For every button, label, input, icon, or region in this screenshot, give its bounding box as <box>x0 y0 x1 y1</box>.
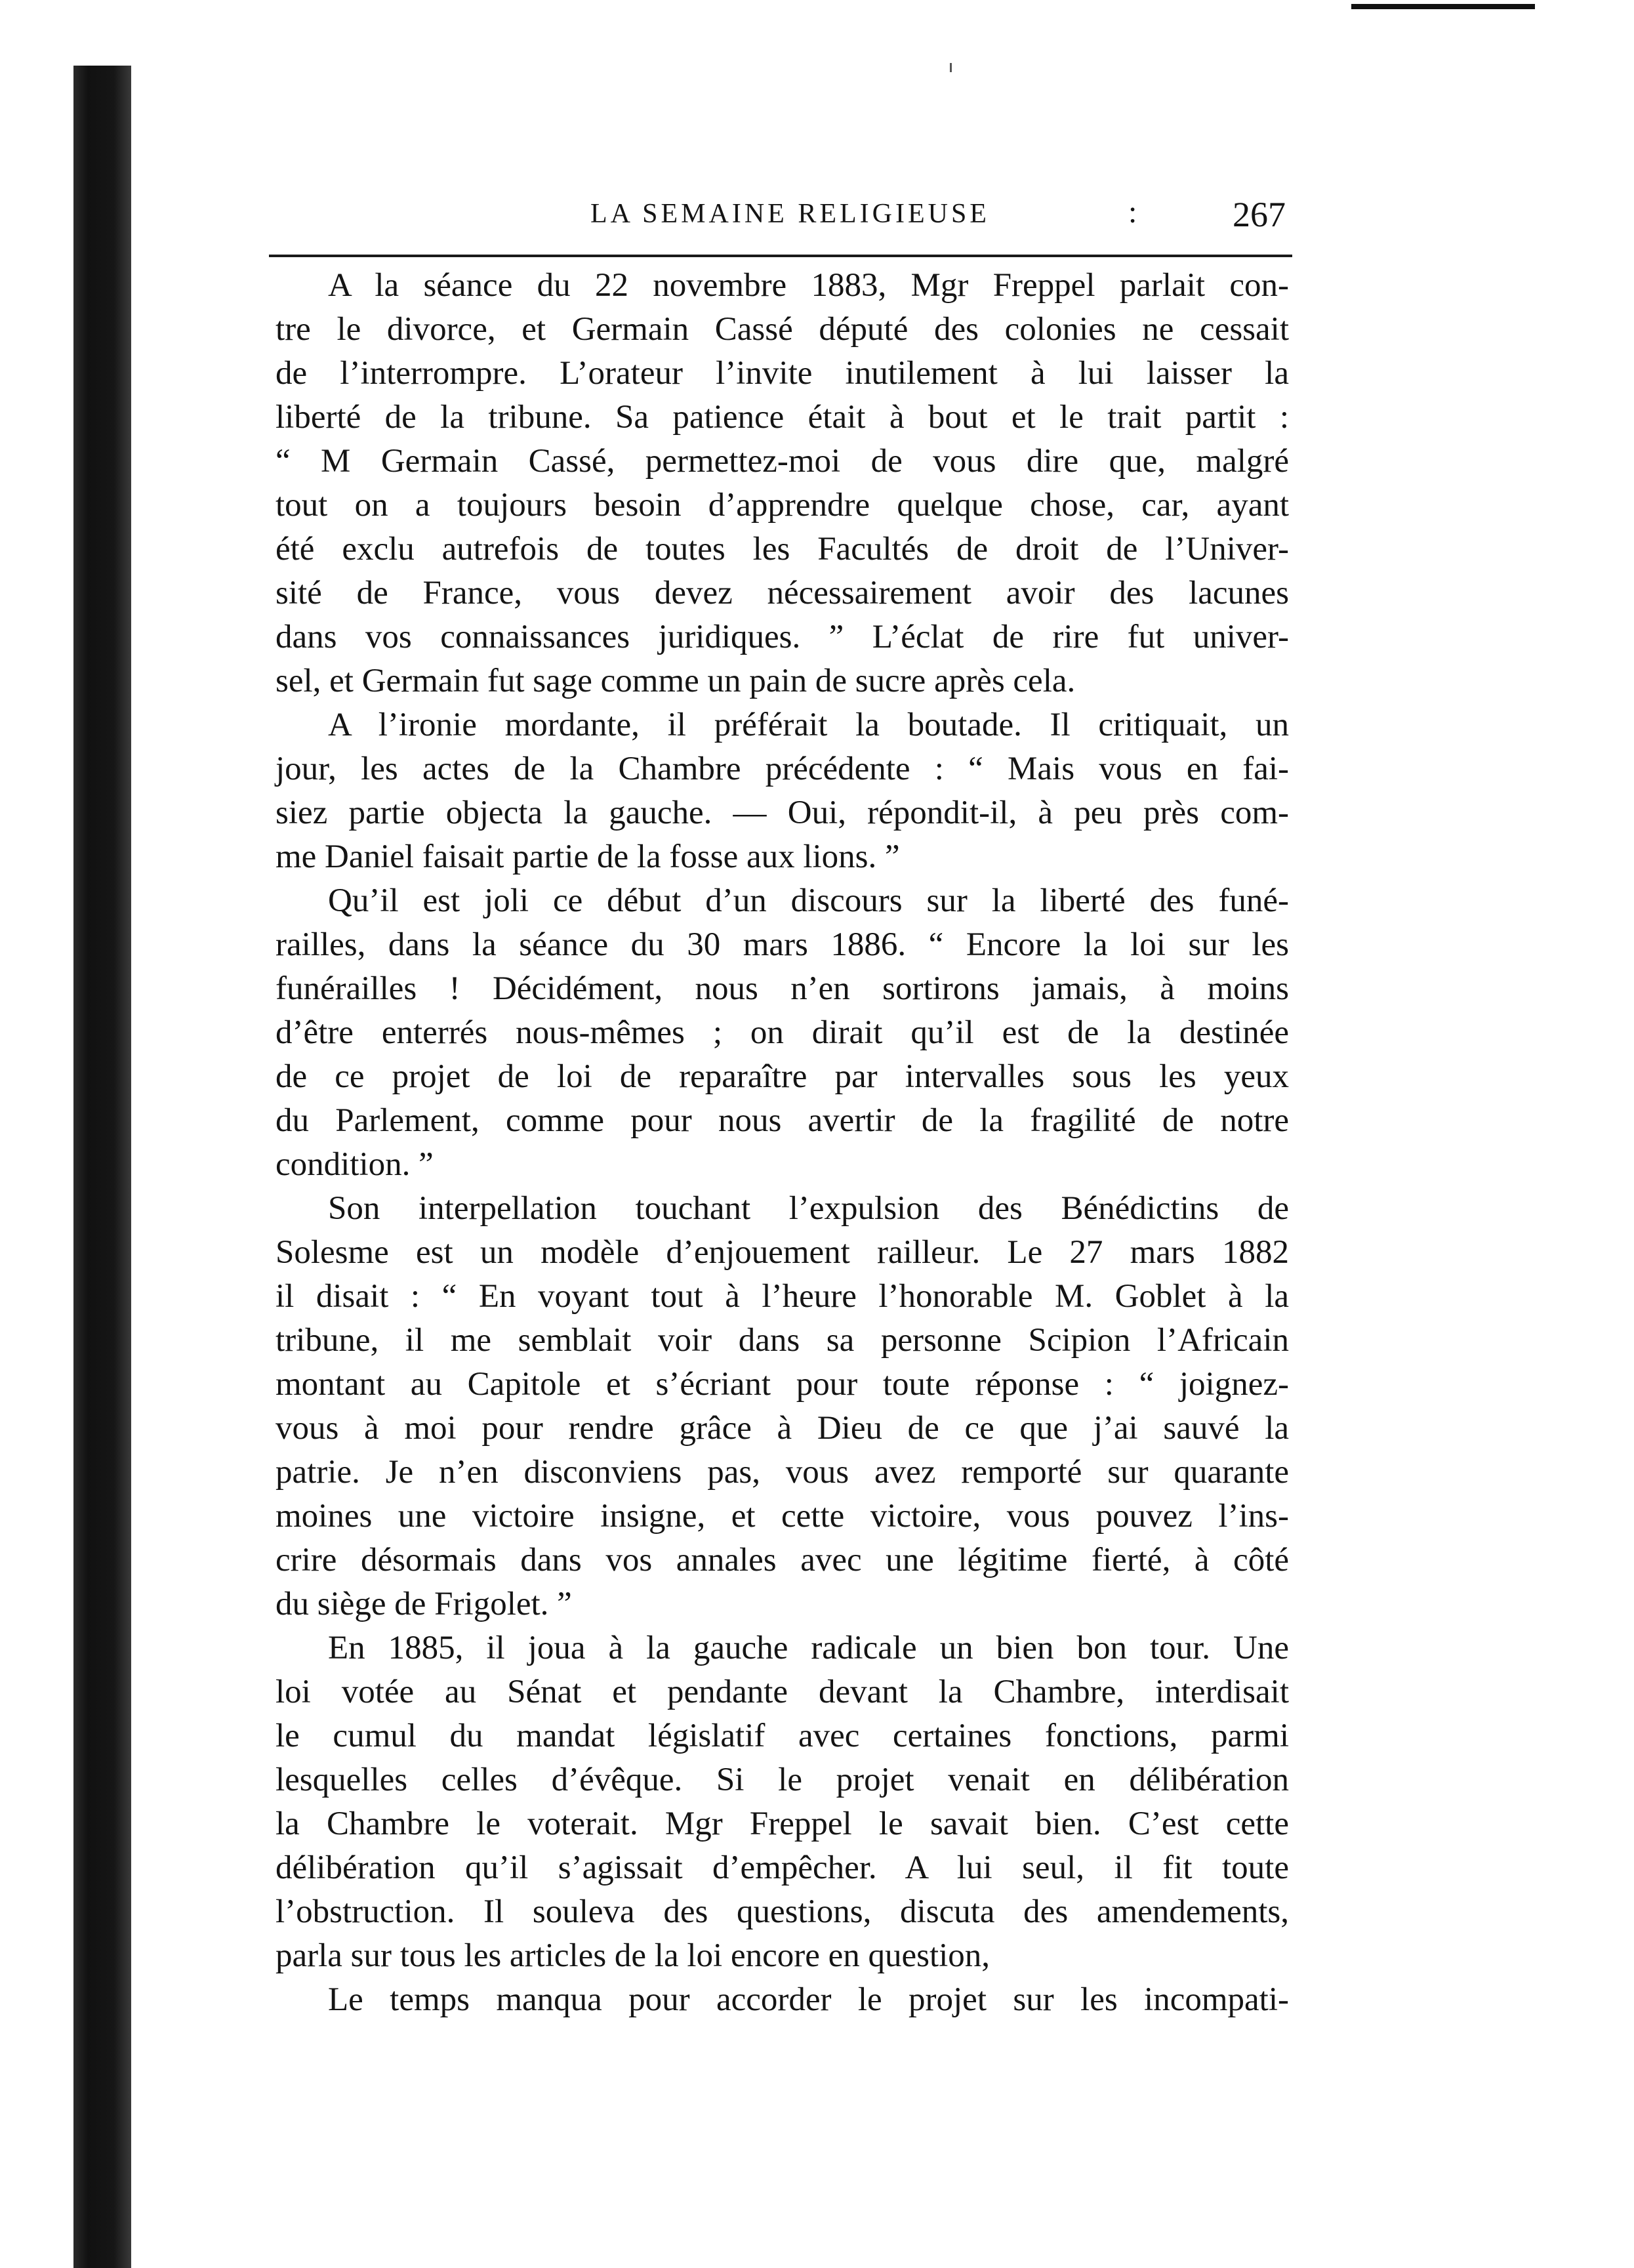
text-line: parla sur tous les articles de la loi encore en question, <box>276 1937 991 1974</box>
text-line: Le temps manqua pour accorder le projet sur les incompati- <box>328 1981 1289 2018</box>
text-line: siez partie objecta la gauche. — Oui, répondit-il, à peu près com- <box>276 794 1289 831</box>
text-line: A la séance du 22 novembre 1883, Mgr Freppel parlait con- <box>328 267 1289 304</box>
binding-shadow <box>73 66 131 2268</box>
scan-speck <box>139 1693 144 1698</box>
text-line: patrie. Je n’en disconviens pas, vous avez remporté sur quarante <box>276 1454 1289 1491</box>
text-line: Solesme est un modèle d’enjouement railleur. Le 27 mars 1882 <box>276 1234 1289 1271</box>
text-line: sel, et Germain fut sage comme un pain de sucre après cela. <box>276 663 1076 699</box>
page-number: 267 <box>1233 195 1286 234</box>
text-line: jour, les actes de la Chambre précédente : “ Mais vous en fai- <box>276 751 1289 787</box>
scan-mark <box>950 63 952 72</box>
text-line: l’obstruction. Il souleva des questions, discuta des amendements, <box>276 1893 1289 1930</box>
text-line: tout on a toujours besoin d’apprendre quelque chose, car, ayant <box>276 487 1289 524</box>
text-line: lesquelles celles d’évêque. Si le projet venait en délibération <box>276 1762 1289 1798</box>
text-line: dans vos connaissances juridiques. ” L’éclat de rire fut univer- <box>276 619 1289 655</box>
text-line: le cumul du mandat législatif avec certaines fonctions, parmi <box>276 1718 1289 1754</box>
text-line: délibération qu’il s’agissait d’empêcher. A lui seul, il fit toute <box>276 1849 1289 1886</box>
text-line: il disait : “ En voyant tout à l’heure l’honorable M. Goblet à la <box>276 1278 1289 1315</box>
text-line: railles, dans la séance du 30 mars 1886. “ Encore la loi sur les <box>276 926 1289 963</box>
text-line: tribune, il me semblait voir dans sa personne Scipion l’Africain <box>276 1322 1289 1359</box>
text-line: de ce projet de loi de reparaître par intervalles sous les yeux <box>276 1058 1289 1095</box>
scan-speck <box>139 1896 144 1901</box>
text-line: été exclu autrefois de toutes les Facultés de droit de l’Univer- <box>276 531 1289 567</box>
text-line: liberté de la tribune. Sa patience était à bout et le trait partit : <box>276 399 1289 436</box>
body-text <box>276 264 1289 2022</box>
text-line: du siège de Frigolet. ” <box>276 1586 572 1622</box>
text-line: montant au Capitole et s’écriant pour toute réponse : “ joignez- <box>276 1366 1289 1403</box>
scan-speck <box>139 1109 144 1114</box>
running-header <box>276 192 1299 237</box>
scan-speck <box>139 1994 144 2000</box>
header-rule <box>269 255 1292 257</box>
text-line: sité de France, vous devez nécessairement avoir des lacunes <box>276 575 1289 611</box>
text-line: vous à moi pour rendre grâce à Dieu de ce que j’ai sauvé la <box>276 1410 1289 1447</box>
text-line: du Parlement, comme pour nous avertir de la fragilité de notre <box>276 1102 1289 1139</box>
text-line: En 1885, il joua à la gauche radicale un bien bon tour. Une <box>328 1630 1289 1666</box>
text-line: tre le divorce, et Germain Cassé député des colonies ne cessait <box>276 311 1289 348</box>
text-line: loi votée au Sénat et pendante devant la Chambre, interdisait <box>276 1674 1289 1710</box>
scan-edge-rule <box>1351 4 1535 9</box>
running-title: LA SEMAINE RELIGIEUSE <box>590 199 990 229</box>
text-line: condition. ” <box>276 1146 434 1183</box>
text-line: d’être enterrés nous-mêmes ; on dirait qu’il est de la destinée <box>276 1014 1289 1051</box>
text-line: “ M Germain Cassé, permettez-moi de vous dire que, malgré <box>276 443 1289 480</box>
scan-speck <box>139 1365 144 1370</box>
text-line: funérailles ! Décidément, nous n’en sortirons jamais, à moins <box>276 970 1289 1007</box>
text-line: moines une victoire insigne, et cette victoire, vous pouvez l’ins- <box>276 1498 1289 1535</box>
text-line: de l’interrompre. L’orateur l’invite inutilement à lui laisser la <box>276 355 1289 392</box>
text-line: Qu’il est joli ce début d’un discours sur la liberté des funé- <box>328 882 1289 919</box>
text-line: la Chambre le voterait. Mgr Freppel le savait bien. C’est cette <box>276 1805 1289 1842</box>
header-colon: : <box>1128 195 1137 230</box>
text-line: me Daniel faisait partie de la fosse aux lions. ” <box>276 838 900 875</box>
text-line: Son interpellation touchant l’expulsion des Bénédictins de <box>328 1190 1289 1227</box>
text-line: A l’ironie mordante, il préférait la boutade. Il critiquait, un <box>328 707 1289 743</box>
text-line: crire désormais dans vos annales avec une légitime fierté, à côté <box>276 1542 1289 1578</box>
